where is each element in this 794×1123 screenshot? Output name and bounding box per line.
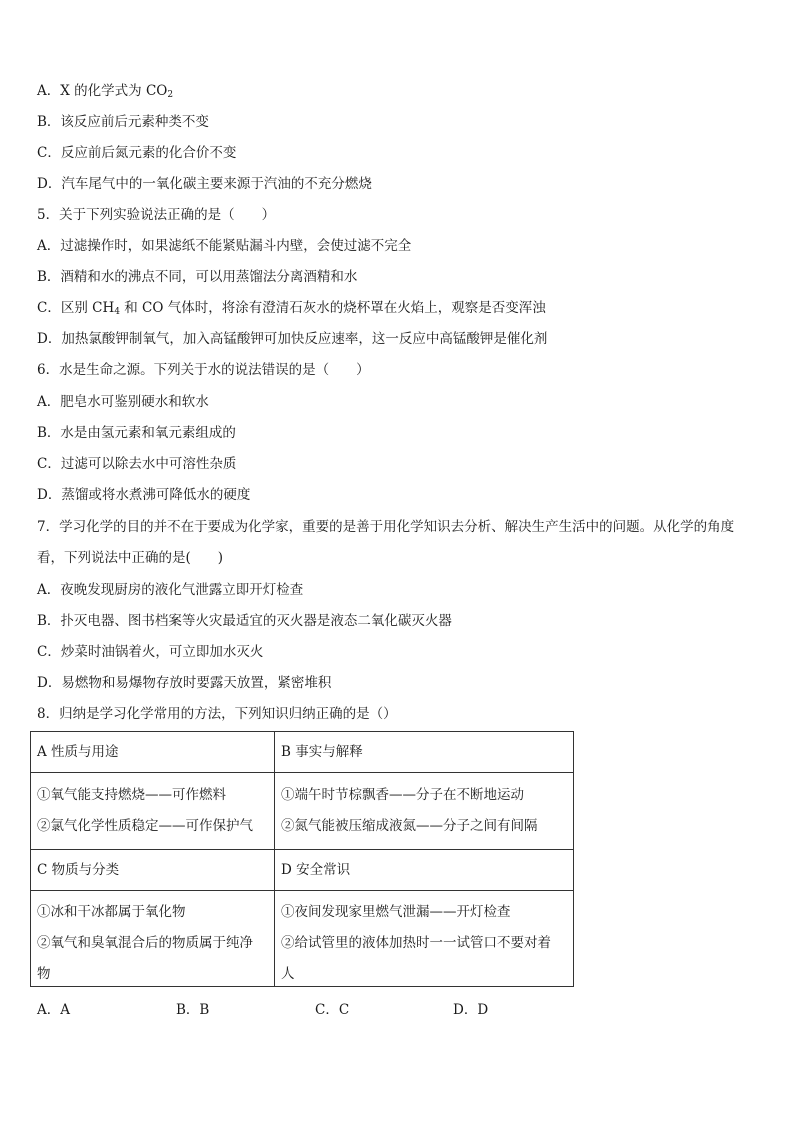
q7-stem-line2: 看，下列说法中正确的是( ) [37, 550, 224, 566]
q8-answer-c: C．C [315, 1002, 350, 1018]
q6-option-a: A．肥皂水可鉴别硬水和软水 [37, 394, 209, 410]
cell-b-line2: ②氮气能被压缩成液氮——分子之间有间隔 [281, 818, 538, 834]
q4-option-c: C．反应前后氮元素的化合价不变 [37, 145, 237, 161]
q6-option-d: D．蒸馏或将水煮沸可降低水的硬度 [37, 487, 251, 503]
cell-c-line1: ①冰和干冰都属于氧化物 [37, 904, 186, 920]
q7-option-c: C．炒菜时油锅着火，可立即加水灭火 [37, 644, 264, 660]
cell-c-line2: ②氧气和臭氧混合后的物质属于纯净 [37, 935, 253, 951]
cell-b-body [275, 773, 574, 850]
cell-d-line1: ①夜间发现家里燃气泄漏——开灯检查 [281, 904, 511, 920]
q5-option-c-suffix: 和 CO 气体时，将涂有澄清石灰水的烧杯罩在火焰上，观察是否变浑浊 [119, 300, 546, 316]
q5-option-b: B．酒精和水的沸点不同，可以用蒸馏法分离酒精和水 [37, 269, 358, 285]
cell-a-line2: ②氯气化学性质稳定——可作保护气 [37, 818, 253, 834]
q8-answer-b: B．B [176, 1002, 210, 1018]
cell-a-header: A 性质与用途 [31, 732, 275, 773]
table-row [31, 850, 574, 891]
cell-c-line3: 物 [37, 966, 51, 982]
table-row [31, 773, 574, 850]
q8-stem: 8．归纳是学习化学常用的方法，下列知识归纳正确的是（） [37, 706, 397, 722]
table-row [31, 891, 574, 987]
table-row [31, 732, 574, 773]
q6-option-c: C．过滤可以除去水中可溶性杂质 [37, 456, 237, 472]
q7-option-d: D．易燃物和易爆物存放时要露天放置，紧密堆积 [37, 675, 332, 691]
q4-option-b: B．该反应前后元素种类不变 [37, 114, 209, 130]
cell-b-line1: ①端午时节棕飘香——分子在不断地运动 [281, 787, 524, 803]
q8-knowledge-table [30, 731, 574, 987]
cell-c-header: C 物质与分类 [31, 850, 275, 891]
cell-a-body [31, 773, 275, 850]
q5-option-c-prefix: C．区别 CH [37, 300, 115, 316]
cell-d-header: D 安全常识 [275, 850, 574, 891]
q4-option-a-subscript: 2 [167, 90, 174, 100]
q6-option-b: B．水是由氢元素和氧元素组成的 [37, 425, 236, 441]
q7-stem-line1: 7．学习化学的目的并不在于要成为化学家，重要的是善于用化学知识去分析、解决生产生活中的问题。从化学的角度 [37, 519, 735, 535]
q5-option-d: D．加热氯酸钾制氧气，加入高锰酸钾可加快反应速率，这一反应中高锰酸钾是催化剂 [37, 331, 548, 347]
q6-stem: 6．水是生命之源。下列关于水的说法错误的是（ ） [37, 362, 370, 378]
q8-answer-d: D．D [453, 1002, 489, 1018]
q7-option-a: A．夜晚发现厨房的液化气泄露立即开灯检查 [37, 582, 304, 598]
q5-option-c [37, 298, 546, 318]
q5-stem: 5．关于下列实验说法正确的是（ ） [37, 207, 276, 223]
q4-option-d: D．汽车尾气中的一氧化碳主要来源于汽油的不充分燃烧 [37, 176, 372, 192]
q7-option-b: B．扑灭电器、图书档案等火灾最适宜的灭火器是液态二氧化碳灭火器 [37, 613, 452, 629]
q5-option-c-subscript: 4 [114, 307, 120, 317]
cell-b-header: B 事实与解释 [275, 732, 574, 773]
cell-d-body [275, 891, 574, 987]
q4-option-a [37, 81, 173, 101]
q5-option-a: A．过滤操作时，如果滤纸不能紧贴漏斗内壁，会使过滤不完全 [37, 238, 412, 254]
cell-c-body [31, 891, 275, 987]
cell-d-line2: ②给试管里的液体加热时一一试管口不要对着 [281, 935, 551, 951]
cell-a-line1: ①氧气能支持燃烧——可作燃料 [37, 787, 226, 803]
q4-option-a-text: A．X 的化学式为 CO [37, 83, 168, 99]
cell-d-line3: 人 [281, 966, 295, 982]
q8-answer-a: A．A [37, 1002, 70, 1018]
